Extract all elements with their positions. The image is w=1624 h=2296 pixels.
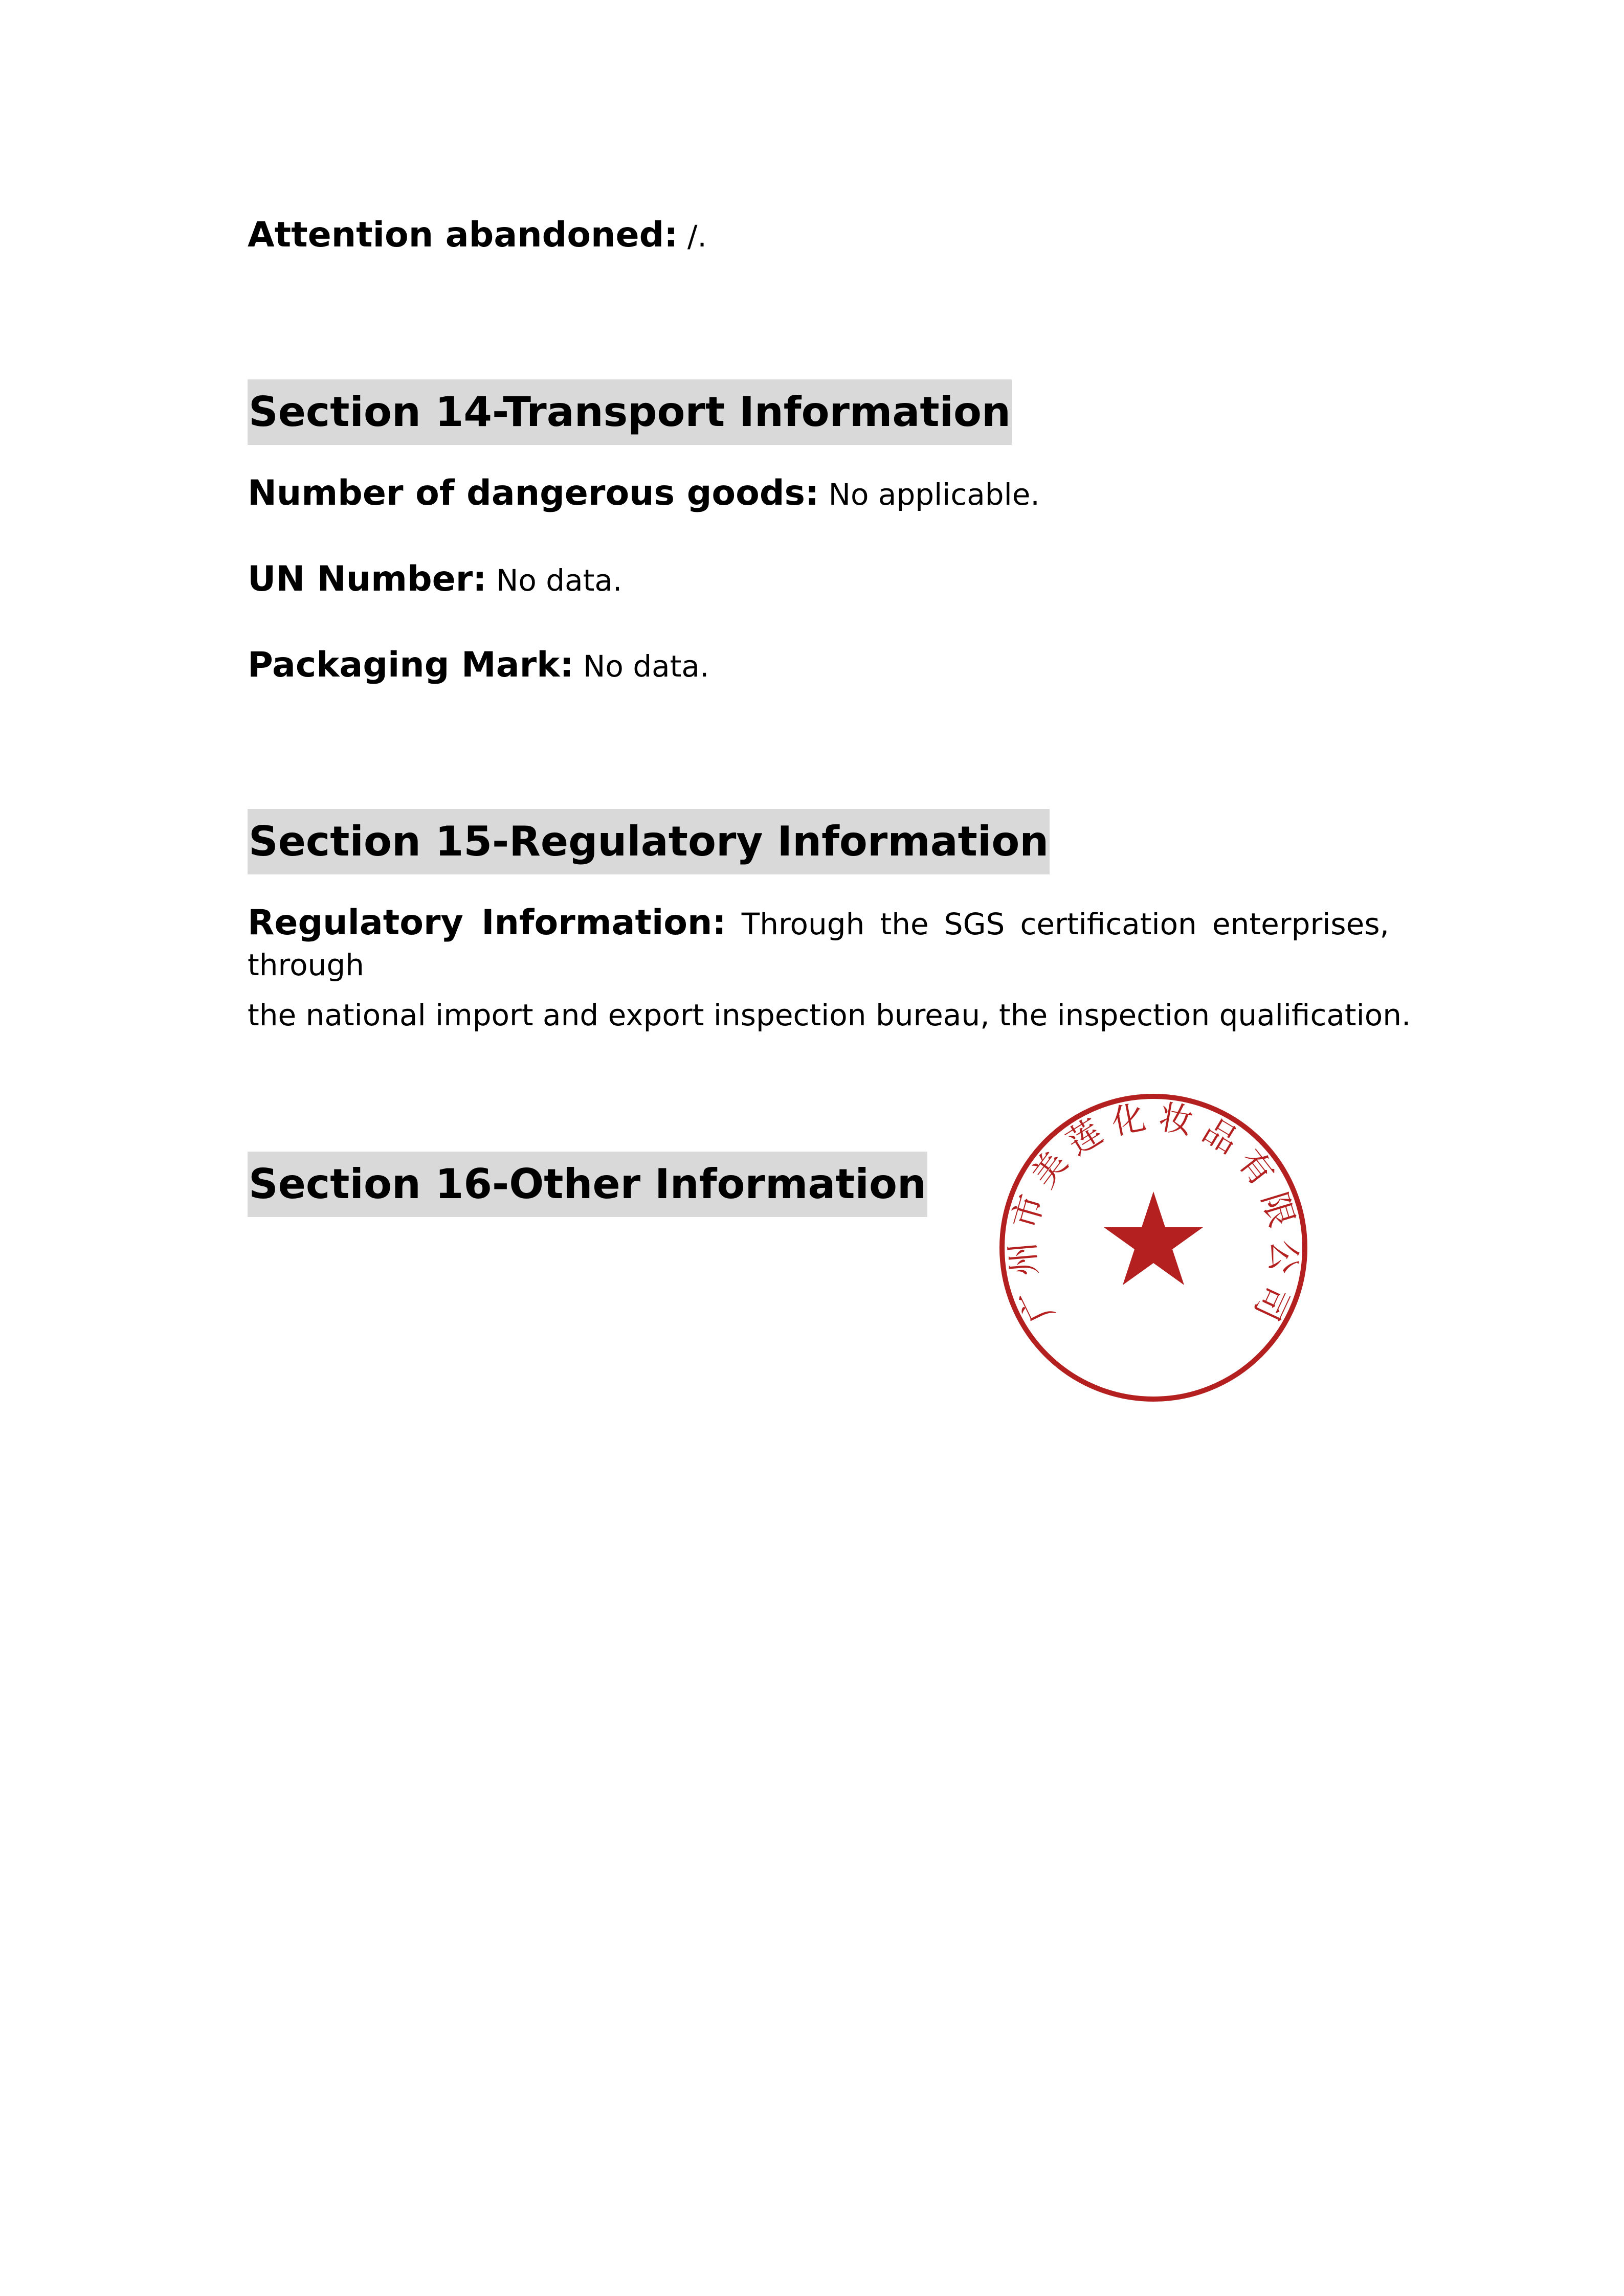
un-number-line bbox=[248, 559, 622, 601]
seal-char: 限 bbox=[1254, 1187, 1302, 1232]
un-number-value: No data. bbox=[496, 563, 622, 598]
seal-char: 品 bbox=[1195, 1110, 1245, 1162]
section-15-heading: Section 15-Regulatory Information bbox=[248, 809, 1050, 874]
section-14-heading: Section 14-Transport Information bbox=[248, 379, 1012, 445]
attention-abandoned-value: /. bbox=[687, 219, 707, 254]
seal-char: 司 bbox=[1246, 1279, 1297, 1326]
section-16-heading: Section 16-Other Information bbox=[248, 1152, 927, 1217]
seal-char: 广 bbox=[1011, 1281, 1062, 1329]
dangerous-goods-label: Number of dangerous goods: bbox=[248, 473, 819, 513]
company-seal-stamp bbox=[995, 1089, 1312, 1406]
dangerous-goods-line bbox=[248, 473, 1040, 515]
packaging-mark-label: Packaging Mark: bbox=[248, 645, 574, 685]
regulatory-info-value-1: Through the SGS certification enterprises, through bbox=[248, 907, 1389, 982]
seal-char: 有 bbox=[1230, 1142, 1282, 1194]
un-number-label: UN Number: bbox=[248, 559, 487, 599]
regulatory-info-line-2 bbox=[248, 995, 1411, 1036]
regulatory-info-value-2: the national import and export inspection bureau, the inspection qualification. bbox=[248, 998, 1411, 1032]
seal-char: 公 bbox=[1262, 1239, 1304, 1275]
regulatory-info-line-1 bbox=[248, 903, 1389, 985]
attention-abandoned-line bbox=[248, 215, 707, 257]
packaging-mark-line bbox=[248, 645, 709, 687]
dangerous-goods-value: No applicable. bbox=[828, 477, 1040, 512]
regulatory-info-label: Regulatory Information: bbox=[248, 903, 726, 943]
seal-char: 美 bbox=[1024, 1144, 1076, 1195]
seal-char: 莲 bbox=[1059, 1112, 1109, 1163]
seal-char: 妆 bbox=[1156, 1097, 1196, 1142]
seal-char: 州 bbox=[1003, 1240, 1045, 1278]
seal-star-icon bbox=[1104, 1191, 1203, 1285]
seal-char: 市 bbox=[1005, 1190, 1052, 1234]
attention-abandoned-label: Attention abandoned: bbox=[248, 215, 678, 255]
packaging-mark-value: No data. bbox=[583, 649, 709, 684]
seal-char: 化 bbox=[1108, 1097, 1149, 1143]
